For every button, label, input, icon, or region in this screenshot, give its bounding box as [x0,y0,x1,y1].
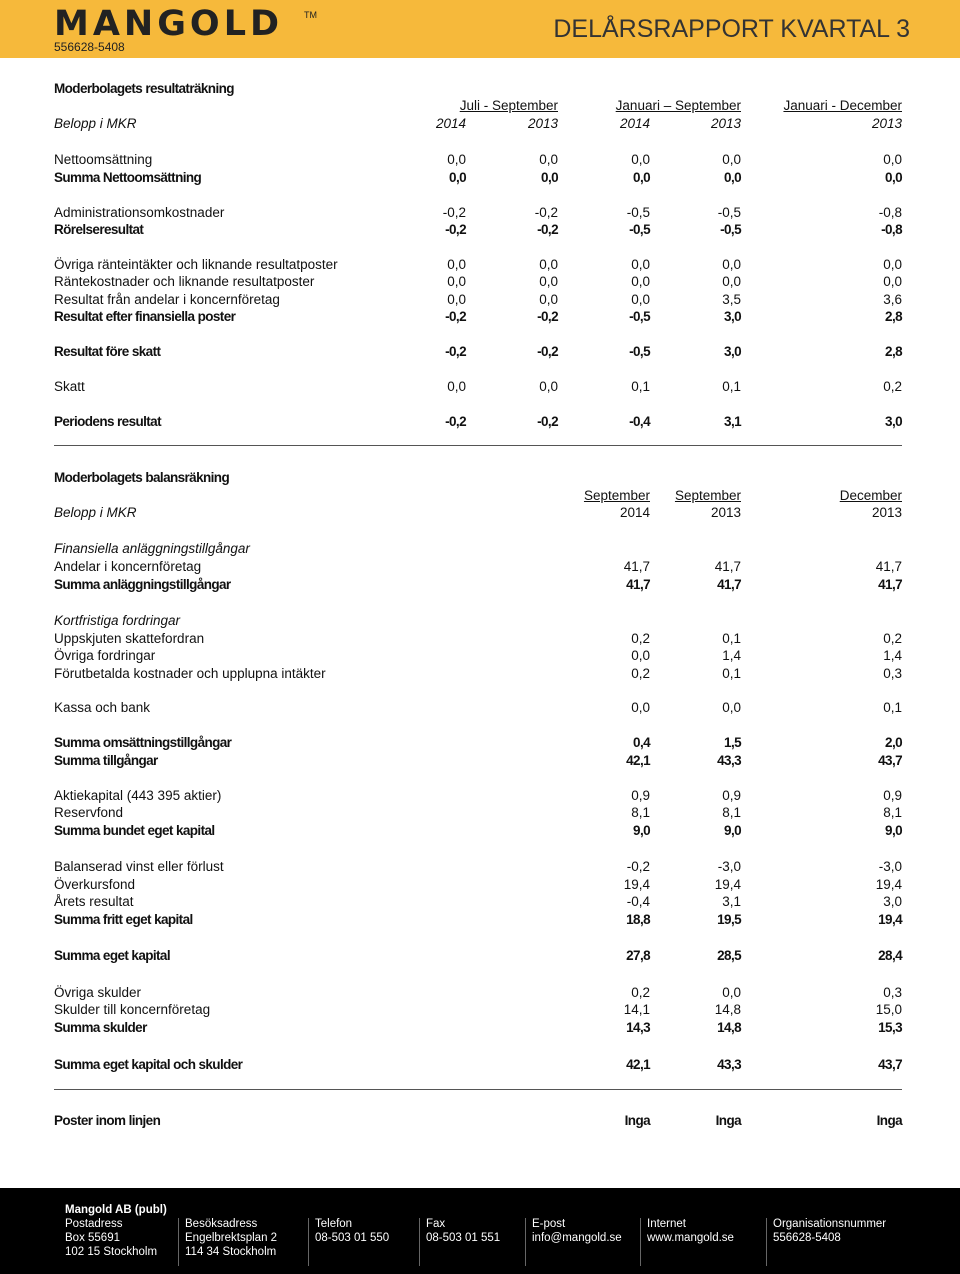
footer-col-line: Engelbrektsplan 2 [185,1232,278,1244]
row-value: 3,5 [722,292,741,307]
row-label: Övriga fordringar [54,648,156,663]
footer-separator [178,1218,179,1266]
row-value: 0,3 [883,985,902,1000]
row-label: Rörelseresultat [54,222,144,237]
income-unit-label: Belopp i MKR [54,116,137,131]
row-value: -0,5 [626,205,650,220]
row-value: 1,4 [883,648,902,663]
row-value: 0,0 [631,700,650,715]
row-value: 3,1 [722,894,741,909]
row-value: 28,5 [717,948,741,963]
row-value: 41,7 [623,559,650,574]
row-value: -0,2 [445,344,466,359]
footer-separator [525,1218,526,1266]
row-value: 43,7 [878,1057,902,1072]
balance-period-col3: December [839,488,902,503]
row-value: 2,0 [885,735,902,750]
row-value: 18,8 [626,912,650,927]
row-value: -0,8 [878,205,902,220]
footer-col-line: www.mangold.se [647,1232,734,1244]
row-value: 0,2 [883,631,902,646]
row-value: -0,5 [629,344,650,359]
row-label: Aktiekapital (443 395 aktier) [54,788,222,803]
row-value: -0,5 [717,205,741,220]
off-balance-label: Poster inom linjen [54,1113,161,1128]
row-label: Finansiella anläggningstillgångar [54,541,250,556]
row-value: 0,1 [883,700,902,715]
row-value: 41,7 [717,577,741,592]
row-label: Summa skulder [54,1020,147,1035]
row-label: Periodens resultat [54,414,161,429]
footer-col-head: Organisationsnummer [773,1218,887,1230]
footer-col-head: Besöksadress [185,1218,258,1230]
row-value: 0,0 [631,152,650,167]
row-value: -0,4 [626,894,650,909]
row-value: 41,7 [878,577,902,592]
row-value: -0,8 [881,222,902,237]
off-balance-value: Inga [876,1113,902,1128]
row-value: 0,9 [631,788,650,803]
row-label: Överkursfond [54,877,136,892]
row-label: Skatt [54,379,85,394]
row-value: 0,0 [722,257,741,272]
row-label: Förutbetalda kostnader och upplupna intäkter [54,666,326,681]
row-value: 9,0 [885,823,902,838]
row-value: 0,0 [883,274,902,289]
row-value: 15,0 [875,1002,902,1017]
footer-col-line: Box 55691 [65,1232,120,1244]
trademark-mark: TM [304,10,317,20]
income-year-col3: 2014 [619,116,650,131]
row-value: 0,1 [722,631,741,646]
income-year-col5: 2013 [871,116,902,131]
row-value: 0,0 [539,257,558,272]
row-label: Reservfond [54,805,124,820]
row-value: 0,0 [883,257,902,272]
row-label: Andelar i koncernföretag [54,559,202,574]
footer-separator [419,1218,420,1266]
row-value: 19,5 [717,912,741,927]
footer-col-head: Internet [647,1218,686,1230]
row-value: -0,2 [537,222,558,237]
row-value: 0,2 [631,631,650,646]
balance-title: Moderbolagets balansräkning [54,470,230,485]
row-value: 41,7 [714,559,741,574]
footer-col-head: Telefon [315,1218,353,1230]
row-value: 41,7 [626,577,650,592]
row-value: 0,0 [724,170,741,185]
row-value: 14,8 [714,1002,741,1017]
row-value: 0,0 [539,152,558,167]
row-label: Övriga skulder [54,985,142,1000]
footer-company: Mangold AB (publ) [65,1204,167,1216]
row-value: 0,0 [722,985,741,1000]
row-value: 28,4 [878,948,902,963]
balance-year-col1: 2014 [619,505,650,520]
row-value: 15,3 [878,1020,902,1035]
row-label: Summa Nettoomsättning [54,170,202,185]
row-value: 0,0 [447,379,466,394]
row-value: -0,5 [629,222,650,237]
row-value: 0,1 [722,666,741,681]
row-value: 0,1 [722,379,741,394]
row-value: -0,2 [445,309,466,324]
row-value: -0,4 [629,414,650,429]
row-value: 41,7 [875,559,902,574]
row-value: 3,0 [724,344,741,359]
row-value: 9,0 [633,823,650,838]
row-value: 19,4 [875,877,902,892]
row-value: 1,4 [722,648,741,663]
footer-col-head: E-post [532,1218,566,1230]
row-value: -0,2 [537,414,558,429]
row-label: Summa anläggningstillgångar [54,577,231,592]
row-label: Räntekostnader och liknande resultatposter [54,274,315,289]
row-label: Summa fritt eget kapital [54,912,193,927]
row-value: 0,0 [541,170,558,185]
row-value: 42,1 [626,753,650,768]
row-value: 0,9 [883,788,902,803]
row-label: Summa tillgångar [54,753,158,768]
row-value: 3,0 [724,309,741,324]
row-value: -0,5 [720,222,741,237]
balance-period-col2: September [674,488,741,503]
row-value: 0,9 [722,788,741,803]
row-value: 2,8 [885,309,902,324]
row-value: 0,0 [883,152,902,167]
divider [54,1089,902,1090]
page-footer [0,1188,960,1274]
row-value: 0,2 [631,666,650,681]
footer-col-head: Postadress [65,1218,123,1230]
row-value: -0,2 [537,344,558,359]
row-value: 0,0 [631,274,650,289]
row-value: 0,0 [447,152,466,167]
row-value: -3,0 [717,859,741,874]
row-value: 0,0 [539,379,558,394]
footer-col-line: 114 34 Stockholm [185,1246,277,1258]
row-label: Årets resultat [54,894,134,909]
row-value: 19,4 [714,877,741,892]
row-value: 0,0 [449,170,466,185]
row-value: -0,2 [537,309,558,324]
row-value: 43,3 [717,1057,741,1072]
income-period-ytd: Januari – September [615,98,741,113]
page-header [0,0,960,58]
row-value: 0,0 [633,170,650,185]
row-value: 0,3 [883,666,902,681]
row-value: 9,0 [724,823,741,838]
income-year-col1: 2014 [435,116,466,131]
row-label: Summa bundet eget kapital [54,823,215,838]
row-label: Övriga ränteintäkter och liknande resultatposter [54,257,338,272]
row-value: 0,0 [447,274,466,289]
row-label: Resultat före skatt [54,344,161,359]
row-label: Administrationsomkostnader [54,205,225,220]
footer-col-line: info@mangold.se [532,1232,622,1244]
row-value: 42,1 [626,1057,650,1072]
row-value: 3,1 [724,414,741,429]
row-value: 0,0 [447,257,466,272]
footer-col-line: 08-503 01 550 [315,1232,390,1244]
row-value: 3,0 [885,414,902,429]
income-period-q3: Juli - September [459,98,558,113]
row-value: 0,0 [631,648,650,663]
row-label: Resultat från andelar i koncernföretag [54,292,280,307]
row-label: Skulder till koncernföretag [54,1002,211,1017]
row-value: 14,8 [717,1020,741,1035]
row-value: 0,0 [631,257,650,272]
row-label: Summa eget kapital och skulder [54,1057,243,1072]
balance-year-col3: 2013 [871,505,902,520]
row-value: 8,1 [631,805,650,820]
row-value: 3,6 [883,292,902,307]
row-label: Kassa och bank [54,700,151,715]
balance-year-col2: 2013 [710,505,741,520]
row-value: 0,0 [722,700,741,715]
income-year-col4: 2013 [710,116,741,131]
row-value: 27,8 [626,948,650,963]
footer-separator [640,1218,641,1266]
balance-unit-label: Belopp i MKR [54,505,137,520]
income-period-fy: Januari - December [783,98,902,113]
row-label: Resultat efter finansiella poster [54,309,236,324]
row-value: 19,4 [878,912,902,927]
row-value: 1,5 [724,735,741,750]
row-value: 2,8 [885,344,902,359]
footer-separator [308,1218,309,1266]
row-label: Nettoomsättning [54,152,153,167]
row-value: 19,4 [623,877,650,892]
row-value: 14,1 [623,1002,650,1017]
row-label: Summa omsättningstillgångar [54,735,232,750]
row-value: 0,0 [722,274,741,289]
row-value: 0,0 [631,292,650,307]
footer-col-line: 556628-5408 [773,1232,841,1244]
row-value: 8,1 [883,805,902,820]
row-value: 3,0 [883,894,902,909]
row-value: 0,0 [539,292,558,307]
report-title: DELÅRSRAPPORT KVARTAL 3 [553,15,910,43]
footer-col-line: 08-503 01 551 [426,1232,501,1244]
row-value: -0,2 [445,414,466,429]
row-value: 43,3 [717,753,741,768]
row-value: 0,0 [885,170,902,185]
company-logo: MANGOLD [54,4,284,44]
row-value: -0,2 [445,222,466,237]
row-value: -0,2 [442,205,466,220]
row-label: Summa eget kapital [54,948,170,963]
row-value: 0,0 [447,292,466,307]
off-balance-value: Inga [715,1113,741,1128]
row-value: 0,2 [883,379,902,394]
divider [54,445,902,446]
row-value: 8,1 [722,805,741,820]
balance-period-col1: September [583,488,650,503]
row-value: -0,2 [534,205,558,220]
row-value: 0,4 [633,735,650,750]
row-value: 14,3 [626,1020,650,1035]
row-label: Uppskjuten skattefordran [54,631,205,646]
row-value: 0,1 [631,379,650,394]
row-label: Balanserad vinst eller förlust [54,859,224,874]
footer-col-line: 102 15 Stockholm [65,1246,158,1258]
footer-col-head: Fax [426,1218,446,1230]
income-title: Moderbolagets resultaträkning [54,81,234,96]
row-value: 0,0 [539,274,558,289]
row-value: 0,0 [722,152,741,167]
row-value: 43,7 [878,753,902,768]
row-label: Kortfristiga fordringar [54,613,181,628]
footer-separator [766,1218,767,1266]
row-value: 0,2 [631,985,650,1000]
row-value: -0,2 [626,859,650,874]
row-value: -3,0 [878,859,902,874]
off-balance-value: Inga [624,1113,650,1128]
row-value: -0,5 [629,309,650,324]
income-year-col2: 2013 [527,116,558,131]
header-org-number: 556628-5408 [54,40,125,54]
